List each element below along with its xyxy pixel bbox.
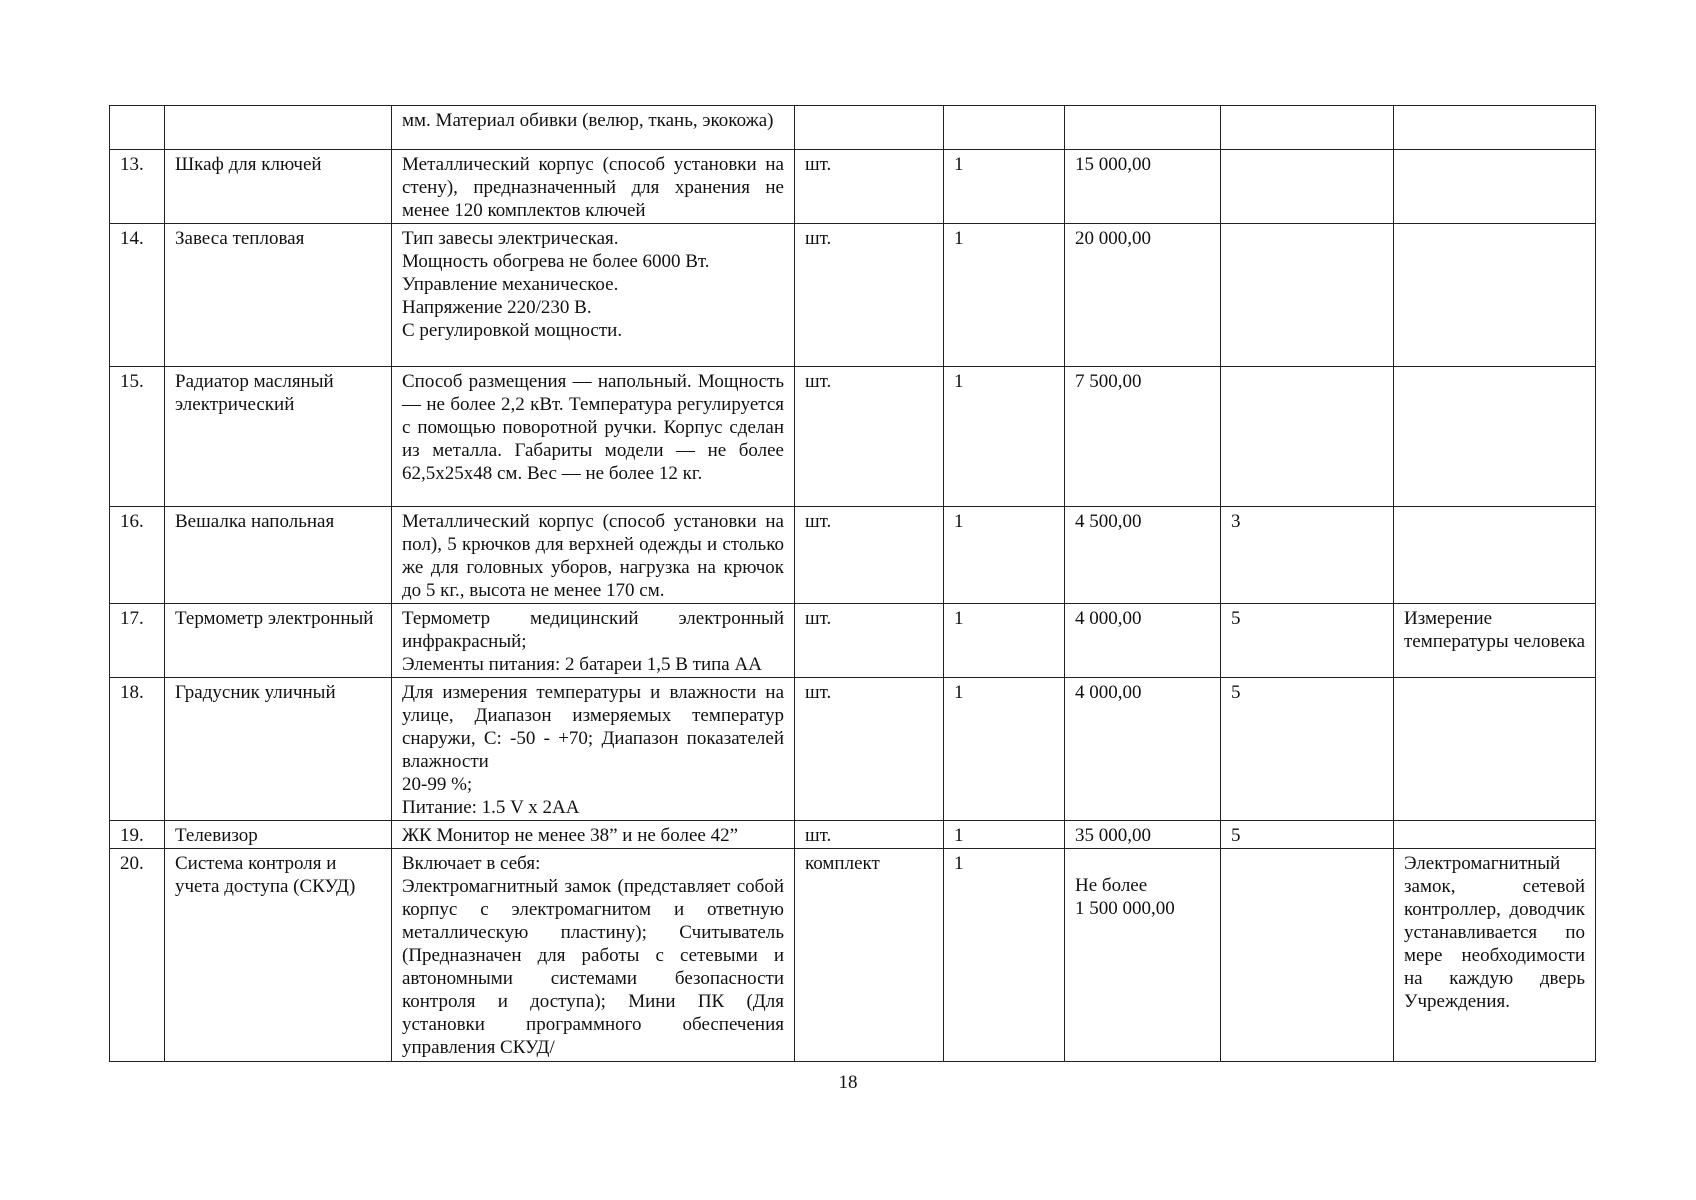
item-quantity: 1 (944, 367, 1065, 507)
item-description: Способ размещения — напольный. Мощность — не более 2,2 кВт. Температура регулируется с помощью поворотной ручки. Корпус сделан из металла. Габариты модели — не более 62,5х25х48 см. Вес — не более 12 кг. (392, 367, 795, 507)
item-quantity: 1 (944, 507, 1065, 604)
table-row (110, 224, 1596, 367)
price-line: Не более (1075, 875, 1148, 896)
row-number: 16. (110, 507, 165, 604)
item-note: Электромагнитный замок, сетевой контроллер, доводчик устанавливается по мере необходимости на каждую дверь Учреждения. (1394, 849, 1596, 1062)
item-note (1394, 367, 1596, 507)
item-description (392, 224, 795, 367)
item-unit (795, 106, 944, 150)
row-number: 14. (110, 224, 165, 367)
item-unit: шт. (795, 821, 944, 849)
item-name: Телевизор (165, 821, 392, 849)
item-description: Металлический корпус (способ установки на стену), предназначенный для хранения не менее 120 комплектов ключей (392, 150, 795, 224)
description-line: Термометр медицинский электронный инфракрасный; (402, 608, 784, 652)
description-line: Для измерения температуры и влажности на улице, Диапазон измеряемых температур снаружи, С: -50 - +70; Диапазон показателей влажности (402, 682, 784, 772)
row-number (110, 106, 165, 150)
item-coefficient: 5 (1221, 604, 1394, 678)
item-price: 4 500,00 (1065, 507, 1221, 604)
item-description: ЖК Монитор не менее 38” и не более 42” (392, 821, 795, 849)
description-line: Управление механическое. (402, 274, 619, 295)
item-price: 4 000,00 (1065, 678, 1221, 821)
item-note (1394, 150, 1596, 224)
item-unit: шт. (795, 507, 944, 604)
item-coefficient (1221, 224, 1394, 367)
item-note (1394, 507, 1596, 604)
item-note (1394, 821, 1596, 849)
item-name: Шкаф для ключей (165, 150, 392, 224)
table-row (110, 367, 1596, 507)
description-line: Электромагнитный замок (представляет собой корпус с электромагнитом и ответную металлическую пластину); Считыватель (Предназначен для работы с сетевыми и автономными системами безопасности контроля и доступа); Мини ПК (Для установки программного обеспечения управления СКУД/ (402, 876, 784, 1058)
item-note (1394, 106, 1596, 150)
item-quantity: 1 (944, 224, 1065, 367)
item-price: 20 000,00 (1065, 224, 1221, 367)
item-quantity: 1 (944, 604, 1065, 678)
item-quantity: 1 (944, 849, 1065, 1062)
item-description (392, 604, 795, 678)
table-row (110, 821, 1596, 849)
item-price (1065, 849, 1221, 1062)
row-number: 15. (110, 367, 165, 507)
table-row (110, 507, 1596, 604)
item-unit: шт. (795, 678, 944, 821)
item-coefficient (1221, 367, 1394, 507)
description-line: 20-99 %; (402, 774, 473, 795)
item-unit: шт. (795, 604, 944, 678)
item-note (1394, 678, 1596, 821)
item-coefficient (1221, 150, 1394, 224)
description-line: Питание: 1.5 V x 2AA (402, 797, 580, 818)
description-line: Мощность обогрева не более 6000 Вт. (402, 251, 710, 272)
table-row (110, 106, 1596, 150)
description-line: Тип завесы электрическая. (402, 228, 619, 249)
item-name: Вешалка напольная (165, 507, 392, 604)
price-line: 1 500 000,00 (1075, 898, 1175, 919)
item-price (1065, 106, 1221, 150)
item-name: Термометр электронный (165, 604, 392, 678)
description-line: Напряжение 220/230 В. (402, 297, 592, 318)
item-description: мм. Материал обивки (велюр, ткань, экокожа) (392, 106, 795, 150)
item-note: Измерение температуры человека (1394, 604, 1596, 678)
item-quantity (944, 106, 1065, 150)
item-name (165, 106, 392, 150)
page-number: 18 (838, 1072, 858, 1093)
item-coefficient (1221, 849, 1394, 1062)
description-line: С регулировкой мощности. (402, 320, 623, 341)
row-number: 18. (110, 678, 165, 821)
row-number: 13. (110, 150, 165, 224)
item-coefficient (1221, 106, 1394, 150)
item-name: Градусник уличный (165, 678, 392, 821)
item-unit: шт. (795, 224, 944, 367)
item-price: 4 000,00 (1065, 604, 1221, 678)
item-coefficient: 5 (1221, 821, 1394, 849)
item-name: Завеса тепловая (165, 224, 392, 367)
row-number: 17. (110, 604, 165, 678)
row-number: 20. (110, 849, 165, 1062)
item-coefficient: 3 (1221, 507, 1394, 604)
item-quantity: 1 (944, 678, 1065, 821)
item-unit: комплект (795, 849, 944, 1062)
description-line: Включает в себя: (402, 853, 541, 874)
item-description (392, 678, 795, 821)
item-name: Система контроля и учета доступа (СКУД) (165, 849, 392, 1062)
specification-table (109, 105, 1596, 1062)
item-price: 7 500,00 (1065, 367, 1221, 507)
item-name: Радиатор масляный электрический (165, 367, 392, 507)
table-row (110, 150, 1596, 224)
spacer (1075, 852, 1210, 874)
item-unit: шт. (795, 150, 944, 224)
description-line: Элементы питания: 2 батареи 1,5 В типа АА (402, 654, 762, 675)
item-price: 15 000,00 (1065, 150, 1221, 224)
item-note (1394, 224, 1596, 367)
row-number: 19. (110, 821, 165, 849)
item-price: 35 000,00 (1065, 821, 1221, 849)
table-row (110, 849, 1596, 1062)
table-row (110, 604, 1596, 678)
table-row (110, 678, 1596, 821)
item-description (392, 849, 795, 1062)
item-unit: шт. (795, 367, 944, 507)
item-quantity: 1 (944, 821, 1065, 849)
item-quantity: 1 (944, 150, 1065, 224)
item-coefficient: 5 (1221, 678, 1394, 821)
item-description: Металлический корпус (способ установки на пол), 5 крючков для верхней одежды и столько же для головных уборов, нагрузка на крючок до 5 кг., высота не менее 170 см. (392, 507, 795, 604)
